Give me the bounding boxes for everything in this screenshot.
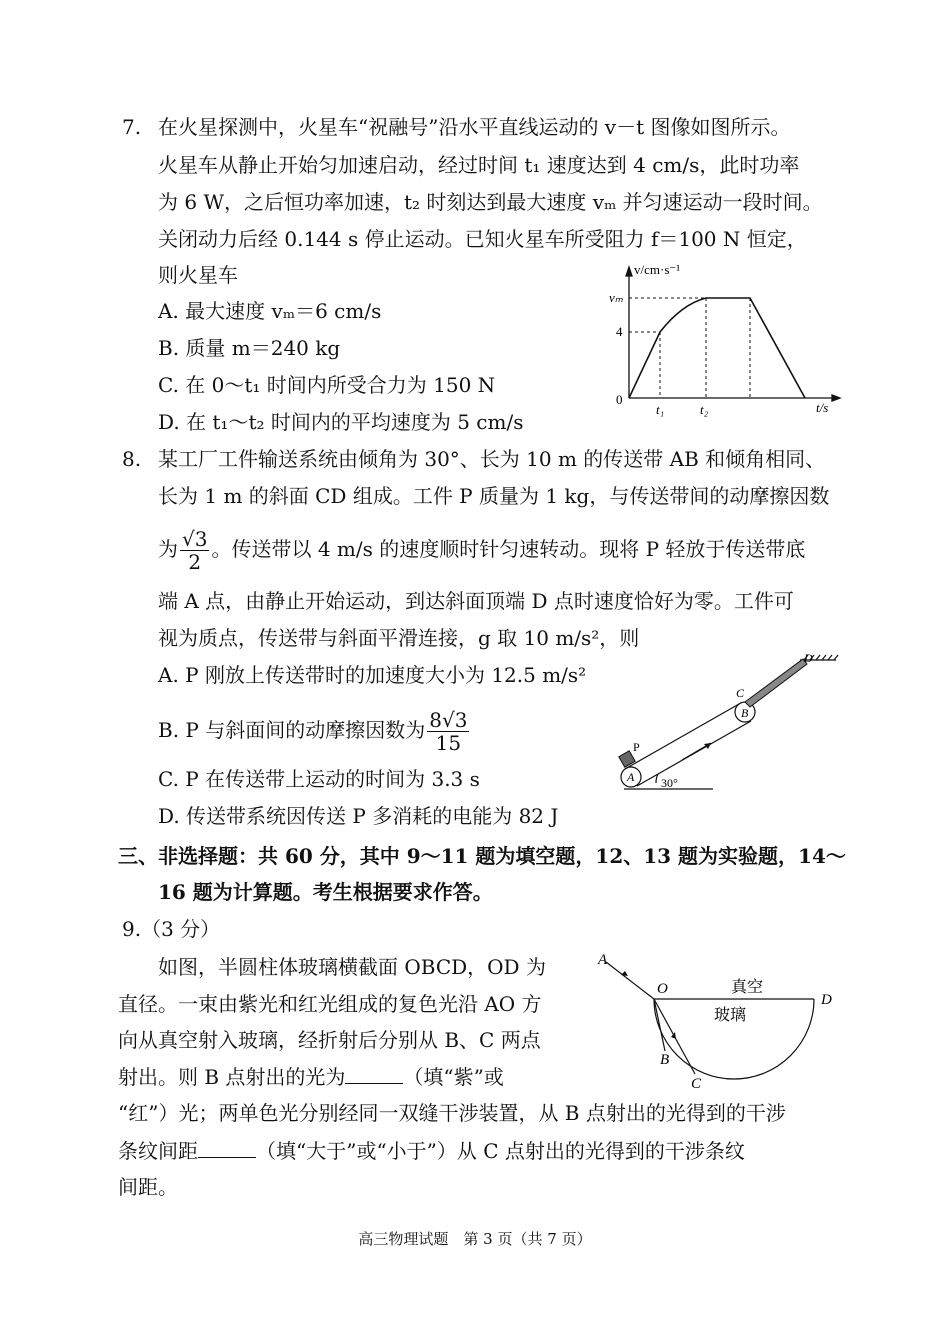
q9-fig-label-d: D [821,992,832,1008]
q8-stem-line3-pre: 为 [158,537,178,561]
q8-option-a: A. P 刚放上传送带时的加速度大小为 12.5 m/s² [158,663,587,687]
q9-stem-line2: 直径。一束由紫光和红光组成的复色光沿 AO 方 [118,992,542,1016]
q8-stem-line3 [158,524,805,574]
q8-stem-line4: 端 A 点，由静止开始运动，到达斜面顶端 D 点时速度恰好为零。工件可 [158,589,794,613]
q7-stem-line3: 为 6 W，之后恒功率加速，t₂ 时刻达到最大速度 vₘ 并匀速运动一段时间。 [158,190,823,214]
q8-stem-line3-post: 。传送带以 4 m/s 的速度顺时针匀速转动。现将 P 轻放于传送带底 [211,537,806,561]
q8-option-b-text: B. P 与斜面间的动摩擦因数为 [158,718,426,742]
q9-stem-line6 [118,1137,745,1164]
q8-number: 8. [122,447,142,471]
q7-graph-origin-label: 0 [616,392,623,407]
q8-stem-line1: 某工厂工件输送系统由倾角为 30°、长为 10 m 的传送带 AB 和倾角相同、 [158,447,826,471]
q8-mu-numerator: √3 [182,527,208,551]
q7-stem-line5: 则火星车 [158,263,238,287]
q7-graph-t1-label: t₁ [656,402,665,417]
q9-stem-line6-post: （填“大于”或“小于”）从 C 点射出的光得到的干涉条纹 [256,1139,745,1163]
q8-option-b-fraction [427,709,469,754]
section3-heading-line1: 三、非选择题：共 60 分，其中 9～11 题为填空题，12、13 题为实验题，14～ [118,844,846,868]
q7-option-d: D. 在 t₁～t₂ 时间内的平均速度为 5 cm/s [158,410,524,434]
q7-graph-4-label: 4 [616,324,623,339]
q9-stem-line3: 向从真空射入玻璃，经折射后分别从 B、C 两点 [118,1028,541,1052]
q7-graph-vm-label: vₘ [609,290,623,305]
q8-option-b-denominator: 15 [435,731,462,755]
q9-stem-line4-post: （填“紫”或 [403,1065,504,1089]
q8-option-d: D. 传送带系统因传送 P 多消耗的电能为 82 J [158,804,559,828]
q7-graph-ylabel: v/cm·s⁻¹ [634,262,681,277]
q9-stem-line6-pre: 条纹间距 [118,1139,198,1163]
q7-graph-t2-label: t₂ [700,402,709,417]
q8-fig-label-c: C [736,686,745,700]
q7-graph-xlabel: t/s [816,400,829,415]
q9-fig-label-c: C [691,1076,702,1092]
page-footer: 高三物理试题 第 3 页（共 7 页） [358,1230,592,1248]
q7-vt-graph [600,258,845,420]
q8-fig-label-a: A [627,770,635,784]
q8-mu-denominator: 2 [188,550,202,574]
q7-stem-line2: 火星车从静止开始匀加速启动，经过时间 t₁ 速度达到 4 cm/s，此时功率 [158,153,800,177]
q8-stem-line5: 视为质点，传送带与斜面平滑连接，g 取 10 m/s²，则 [158,626,640,650]
q9-fig-label-vacuum: 真空 [731,977,764,996]
q9-fig-label-glass: 玻璃 [714,1005,747,1024]
q7-option-a: A. 最大速度 vₘ＝6 cm/s [158,299,382,323]
q8-fig-label-b: B [741,706,749,720]
q7-stem-line4: 关闭动力后经 0.144 s 停止运动。已知火星车所受阻力 f＝100 N 恒定， [158,227,807,251]
q8-option-b-numerator: 8√3 [429,708,468,732]
q9-header: 9.（3 分） [122,917,221,941]
q7-stem-line1: 在火星探测中，火星车“祝融号”沿水平直线运动的 v－t 图像如图所示。 [158,115,791,139]
q7-option-c: C. 在 0～t₁ 时间内所受合力为 150 N [158,373,496,397]
q9-blank-2[interactable] [198,1137,256,1158]
section3-heading-line2: 16 题为计算题。考生根据要求作答。 [158,880,493,904]
q8-fig-angle-label: 30° [661,776,678,790]
q7-number: 7. [122,115,142,139]
q9-fig-label-o: O [657,981,668,997]
q9-stem-line4 [118,1063,504,1090]
q9-blank-1[interactable] [345,1063,403,1084]
q8-fig-label-p: P [633,740,640,754]
q9-stem-line1: 如图，半圆柱体玻璃横截面 OBCD，OD 为 [158,955,546,979]
q8-stem-line2: 长为 1 m 的斜面 CD 组成。工件 P 质量为 1 kg，与传送带间的动摩擦因数 [158,484,830,508]
q8-option-b [158,705,471,755]
q8-option-c: C. P 在传送带上运动的时间为 3.3 s [158,767,480,791]
q9-stem-line4-pre: 射出。则 B 点射出的光为 [118,1065,346,1089]
q9-fig-label-a: A [598,952,608,968]
q8-conveyor-figure [608,650,873,796]
q8-mu-fraction [180,528,209,573]
q9-fig-label-b: B [660,1052,670,1068]
q9-stem-line7: 间距。 [118,1175,178,1199]
q7-option-b: B. 质量 m＝240 kg [158,336,341,360]
q8-fig-label-d: D [804,651,813,665]
q9-semicircle-figure [584,944,848,1092]
q9-stem-line5: “红”）光；两单色光分别经同一双缝干涉装置，从 B 点射出的光得到的干涉 [118,1101,786,1125]
